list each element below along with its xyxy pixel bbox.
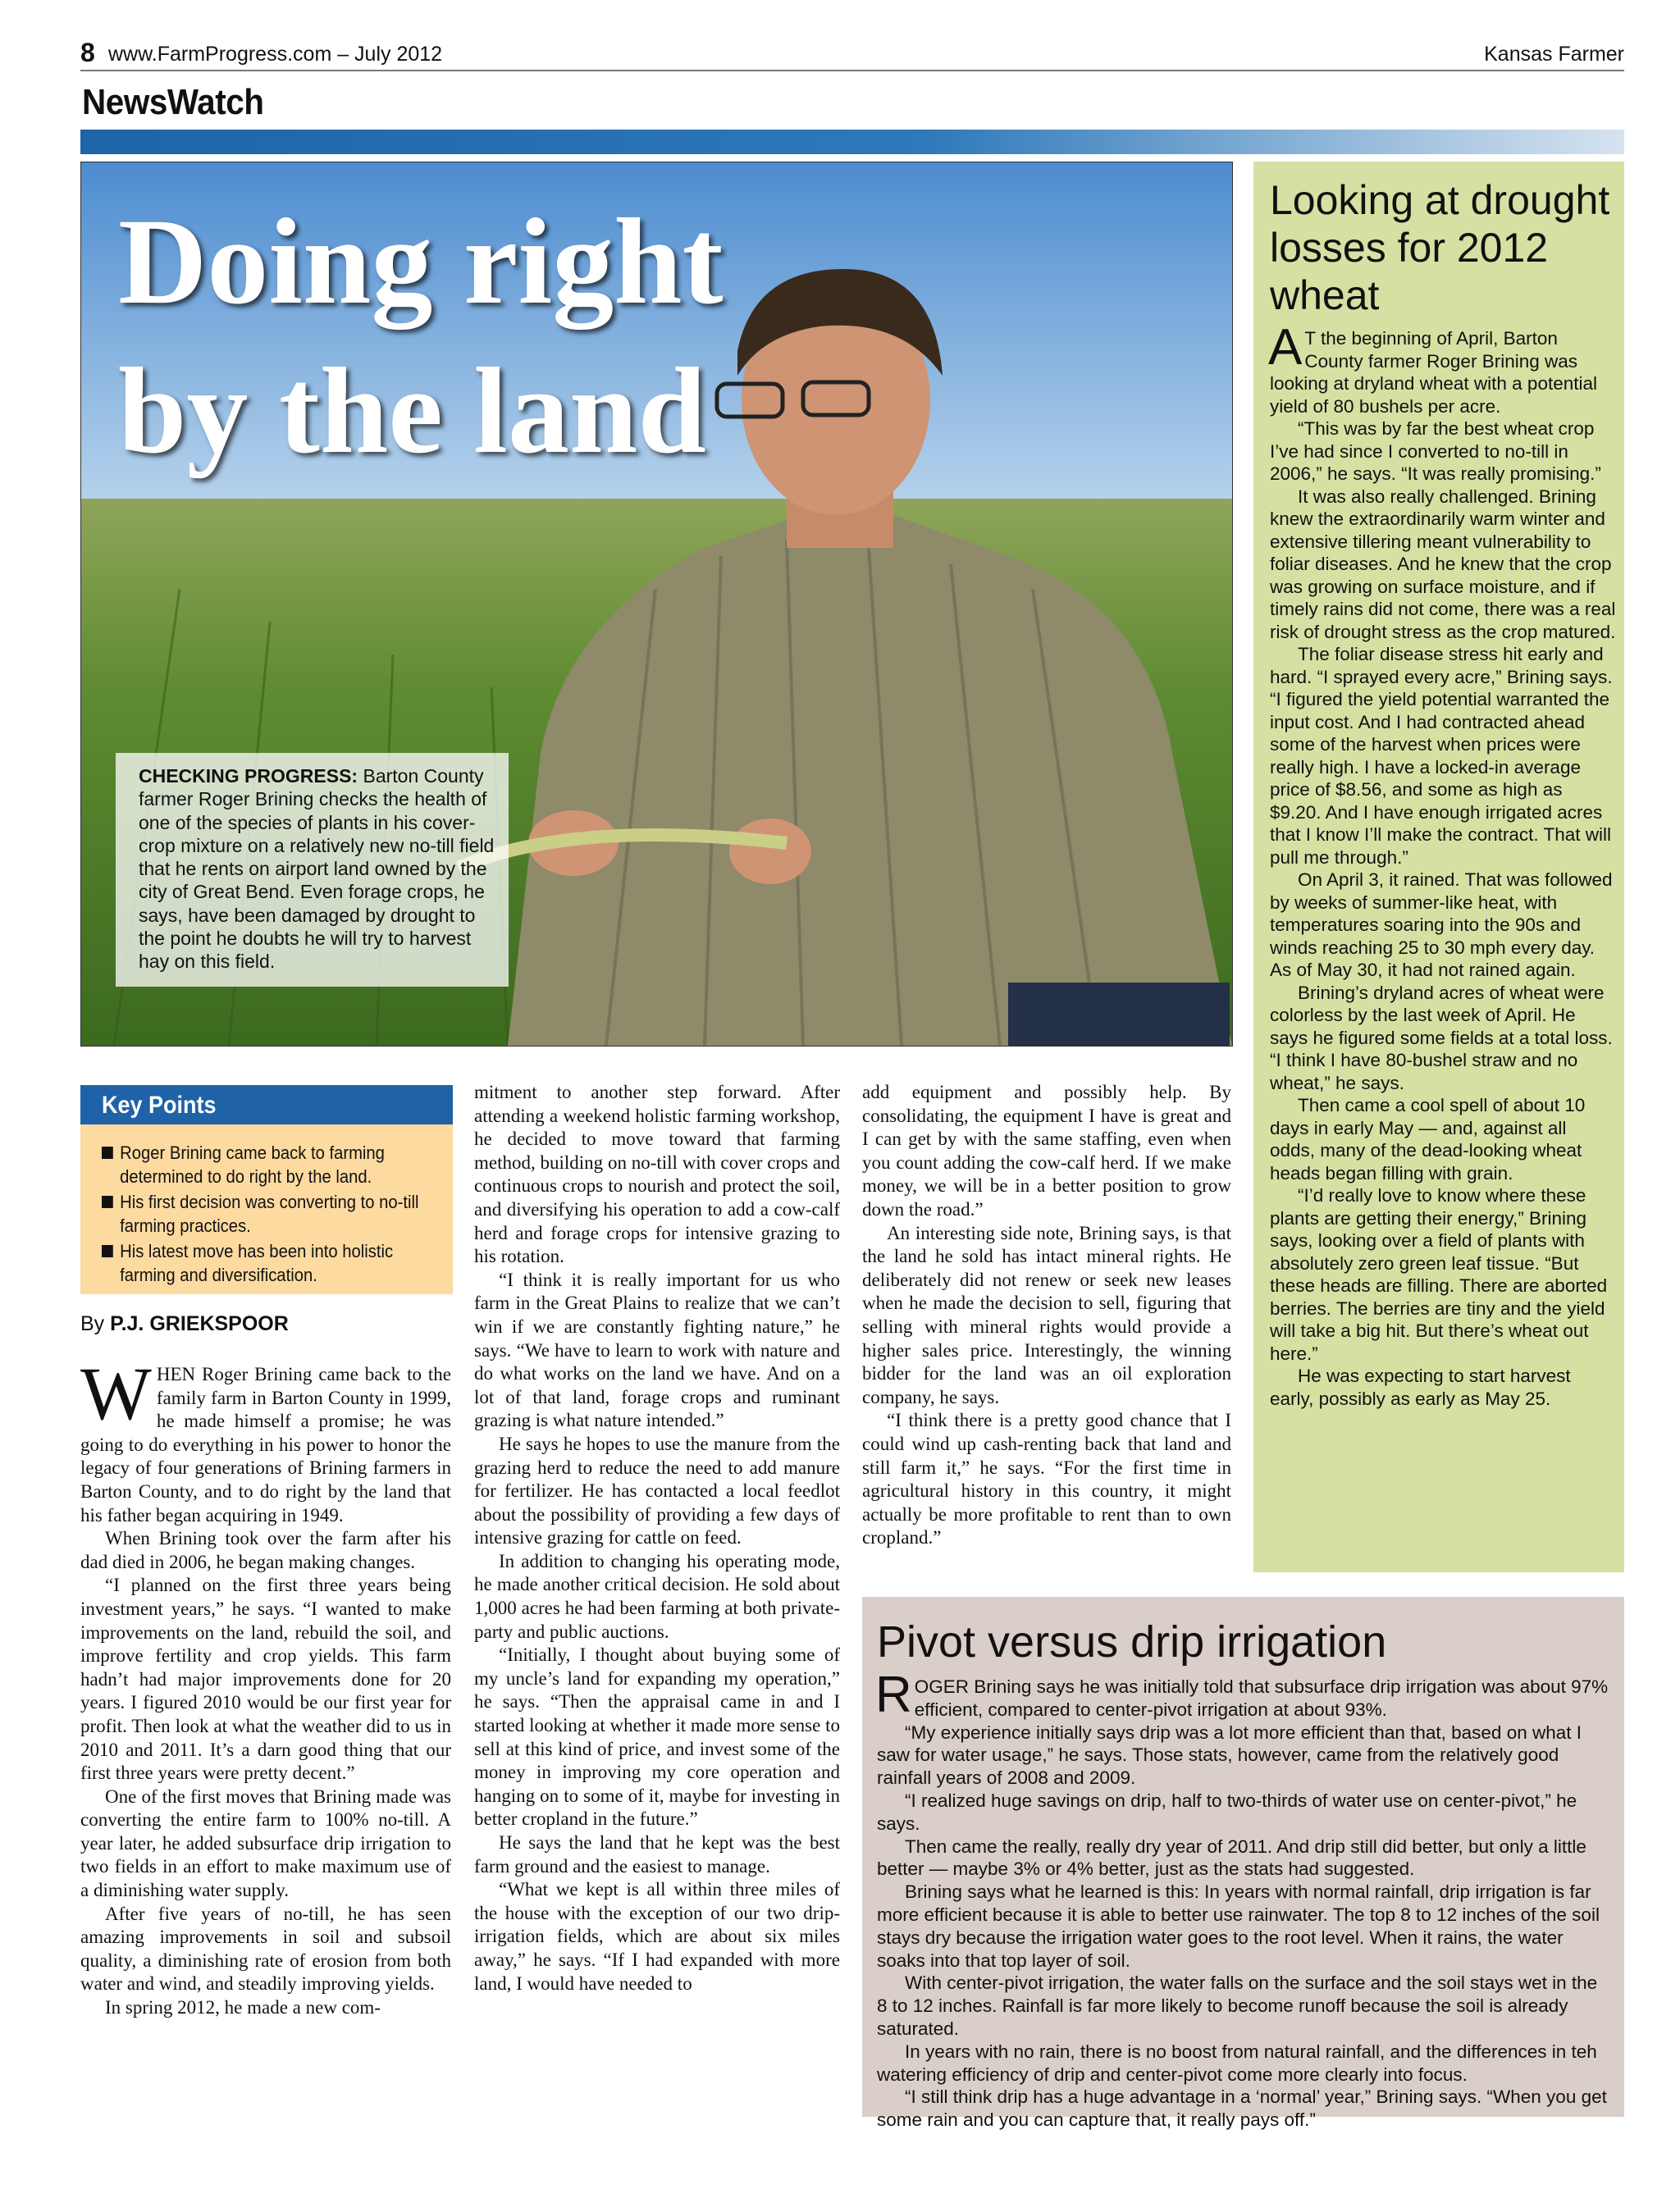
article-paragraph: “I think there is a pretty good chance that I could wind up cash-renting back that land and still farm it,” he says. “For the first time in agricultural history in this country, it might actually be more profitable to rent than to own cropland.” — [862, 1410, 1231, 1548]
article-column-1 — [80, 1352, 451, 2020]
pivot-paragraph: Brining says what he learned is this: In years with normal rainfall, drip irrigation is far more efficient because it is able to better use rainwater. The top 8 to 12 inches of the soil stays dry because the irrigation water goes to the root level. When it rains, the water soaks into that top layer of soil. — [877, 1881, 1600, 1971]
key-point-item: Roger Brining came back to farming determined to do right by the land. — [102, 1141, 436, 1188]
pivot-paragraph: Then came the really, really dry year of 2011. And drip still did better, but only a little better — maybe 3% or 4% better, just as the stats had suggested. — [877, 1836, 1586, 1880]
byline-author: P.J. GRIEKSPOOR — [110, 1312, 289, 1335]
section-title: NewsWatch — [82, 82, 264, 122]
header-rule — [80, 70, 1624, 71]
article-paragraph: After five years of no-till, he has seen amazing improvements in soil and subsoil quality, a diminishing rate of erosion from both water and wind, and steadily improving yields. — [80, 1903, 451, 1995]
caption-lead: CHECKING PROGRESS: — [139, 765, 358, 787]
article-paragraph: He says the land that he kept was the best farm ground and the easiest to manage. — [474, 1832, 840, 1877]
article-paragraph: He says he hopes to use the manure from the grazing herd to reduce the need to add manure for fertilizer. He has contacted a local feedlot about the possibility of providing a few days of intensive grazing for cattle on feed. — [474, 1433, 840, 1548]
sidebar-paragraph: “This was by far the best wheat crop I’ve had since I converted to no-till in 2006,” he says. “It was really promising.” — [1270, 418, 1601, 484]
pivot-paragraph — [875, 1667, 1609, 1723]
sidebar-paragraph: Brining’s dryland acres of wheat were colorless by the last week of April. He says he figured some fields at a total loss. “I think I have 80-bushel straw and no wheat,” he says. — [1270, 982, 1613, 1093]
pivot-paragraph: “My experience initially says drip was a lot more efficient than that, based on what I saw for water usage,” he says. Those stats, however, came from the relatively good rainfall years of 2008 and 2009. — [877, 1722, 1582, 1789]
article-paragraph: “I planned on the first three years being investment years,” he says. “I wanted to make improvements on the land, rebuild the soil, and improve fertility and crop yields. This farm hadn’t had major improvements done for 20 years. I figured 2010 would be our first year for profit. Then look at what the weather did to us in 2010 and 2011. It’s a darn good thing that our first three years were pretty decent.” — [80, 1575, 451, 1784]
drop-cap: R — [875, 1667, 912, 1723]
article-paragraph: “I think it is really important for us who farm in the Great Plains to realize that we can’t win if we are constantly fighting nature,” he says. “We have to learn to work with nature and do what works on the land we have. And on a lot of that land, forage crops and ruminant grazing is what nature intended.” — [474, 1269, 840, 1431]
sidebar-paragraph: On April 3, it rained. That was followed by weeks of summer-like heat, with temperatures soaring into the 90s and winds reaching 25 to 30 mph every day. As of May 30, it had not rained again. — [1270, 869, 1613, 980]
article-column-2 — [474, 1081, 840, 1995]
paragraph-text: OGER Brining says he was initially told that subsurface drip irrigation was about 97% efficient, compared to center-pivot irrigation at about 93%. — [914, 1676, 1609, 1720]
key-points-box — [80, 1085, 453, 1294]
drop-cap: A — [1268, 319, 1303, 376]
paragraph-text: T the beginning of April, Barton County farmer Roger Brining was looking at dryland wheat with a potential yield of 80 bushels per acre. — [1270, 328, 1598, 417]
drought-sidebar — [1253, 162, 1624, 1572]
byline — [80, 1312, 289, 1336]
section-color-bar — [80, 130, 1624, 154]
byline-prefix: By — [80, 1312, 111, 1335]
headline-line-1: Doing right — [118, 194, 724, 330]
pivot-body — [875, 1667, 1609, 2132]
paragraph-text: HEN Roger Brining came back to the family farm in Barton County in 1999, he made himself a promise; he was going to do everything in his power to honor the legacy of four generations of Brining farmers in Barton County, and to do right by the land that his father began acquiring in 1949. — [80, 1364, 451, 1526]
sidebar-paragraph: It was also really challenged. Brining knew the extraordinarily warm winter and extensive tillering meant vulnerability to foliar diseases. And he knew that the crop was growing on surface moisture, and if timely rains did not come, there was a real risk of drought stress as the crop matured. — [1270, 486, 1616, 642]
sidebar-title: Looking at drought losses for 2012 wheat — [1270, 177, 1610, 318]
pivot-paragraph: “I still think drip has a huge advantage in a ‘normal’ year,” Brining says. “When you get some rain and you can capture that, it really pays off.” — [877, 2087, 1607, 2131]
publication-name: Kansas Farmer — [1484, 43, 1624, 66]
article-paragraph: One of the first moves that Brining made was converting the entire farm to 100% no-till. A year later, he added subsurface drip irrigation to two fields in an effort to make maximum use of a diminishing water supply. — [80, 1786, 451, 1901]
headline-line-2: by the land — [118, 343, 706, 479]
article-paragraph: add equipment and possibly help. By consolidating, the equipment I have is great and I can get by with the same staffing, even when you count adding the cow-calf herd. If we make money, we will be in a better position to grow down the road.” — [862, 1082, 1231, 1220]
article-paragraph: mitment to another step forward. After attending a weekend holistic farming workshop, he decided to move toward that farming method, building on no-till with cover crops and continuous crops to nourish and protect the soil, and diversifying his operation to add a cow-calf herd and forage crops for intensive grazing to his rotation. — [474, 1082, 840, 1267]
article-paragraph: In spring 2012, he made a new com- — [105, 1997, 381, 2018]
pivot-paragraph: In years with no rain, there is no boost from natural rainfall, and the differences in teh watering efficiency of drip and center-pivot come more clearly into focus. — [877, 2041, 1597, 2085]
article-paragraph — [80, 1352, 451, 1527]
key-points-title: Key Points — [102, 1092, 217, 1119]
sidebar-paragraph: Then came a cool spell of about 10 days in early May — and, against all odds, many of the dead-looking wheat heads began filling with grain. — [1270, 1095, 1586, 1184]
key-point-item: His first decision was converting to no-till farming practices. — [102, 1190, 436, 1238]
article-paragraph: “Initially, I thought about buying some of my uncle’s land for expanding my operation,” he says. “Then the appraisal came in and I started looking at whether it made more sense to sell at this kind of price, and invest some of the money in improving my core operation and hanging on to some of it, maybe for investing in better cropland in the future.” — [474, 1644, 840, 1830]
sidebar-paragraph: The foliar disease stress hit early and hard. “I sprayed every acre,” Brining says. “I figured the yield potential warranted the input cost. And I had contracted ahead some of the harvest when prices were really high. I have a locked-in average price of $8.56, and some as high as $9.20. And I have enough irrigated acres that I know I’ll make the contract. That will pull me through.” — [1270, 644, 1613, 868]
article-paragraph: When Brining took over the farm after his dad died in 2006, he began making changes. — [80, 1528, 451, 1572]
pivot-title: Pivot versus drip irrigation — [877, 1617, 1387, 1667]
sidebar-paragraph — [1268, 319, 1616, 417]
page-number: 8 — [80, 38, 95, 67]
drop-cap: W — [80, 1352, 152, 1435]
caption-text: Barton County farmer Roger Brining checks the health of one of the species of plants in his cover-crop mixture on a relatively new no-till field that he rents on airport land owned by the city of Great Bend. Even forage crops, he says, have been damaged by drought to the point he doubts he will try to harvest hay on this field. — [139, 765, 495, 973]
key-point-item: His latest move has been into holistic farming and diversification. — [102, 1239, 436, 1287]
article-column-3 — [862, 1081, 1231, 1550]
pivot-paragraph: “I realized huge savings on drip, half to two-thirds of water use on center-pivot,” he says. — [877, 1790, 1577, 1834]
sidebar-body — [1268, 319, 1616, 1410]
site-and-date: www.FarmProgress.com – July 2012 — [108, 43, 443, 66]
article-paragraph: In addition to changing his operating mode, he made another critical decision. He sold about 1,000 acres he had been farming at both private-party and public auctions. — [474, 1550, 840, 1642]
feature-photo — [80, 162, 1233, 1047]
headline — [118, 187, 724, 486]
pivot-sidebar — [862, 1597, 1624, 2131]
key-points-header — [80, 1085, 453, 1124]
sidebar-paragraph: “I’d really love to know where these plants are getting their energy,” Brining says, looking over a field of plants with absolutely zero green leaf tissue. “But these heads are filling. There are aborted berries. The berries are tiny and the yield will take a big hit. But there’s wheat out here.” — [1270, 1185, 1608, 1364]
article-paragraph: “What we kept is all within three miles of the house with the exception of our two drip-irrigation fields, which are about six miles away,” he says. “If I had expanded with more land, I would have needed to — [474, 1879, 840, 1994]
photo-caption — [116, 753, 509, 987]
article-paragraph: An interesting side note, Brining says, is that the land he sold has intact mineral rights. He deliberately did not renew or seek new leases when he made the decision to sell, figuring that selling with mineral rights would provide a higher sales price. Interestingly, the winning bidder for the land was an oil exploration company, he says. — [862, 1222, 1231, 1407]
sidebar-paragraph: He was expecting to start harvest early, possibly as early as May 25. — [1270, 1366, 1571, 1409]
pivot-paragraph: With center-pivot irrigation, the water falls on the surface and the soil stays wet in the 8 to 12 inches. Rainfall is far more likely to become runoff because the soil is already saturated. — [877, 1973, 1598, 2039]
